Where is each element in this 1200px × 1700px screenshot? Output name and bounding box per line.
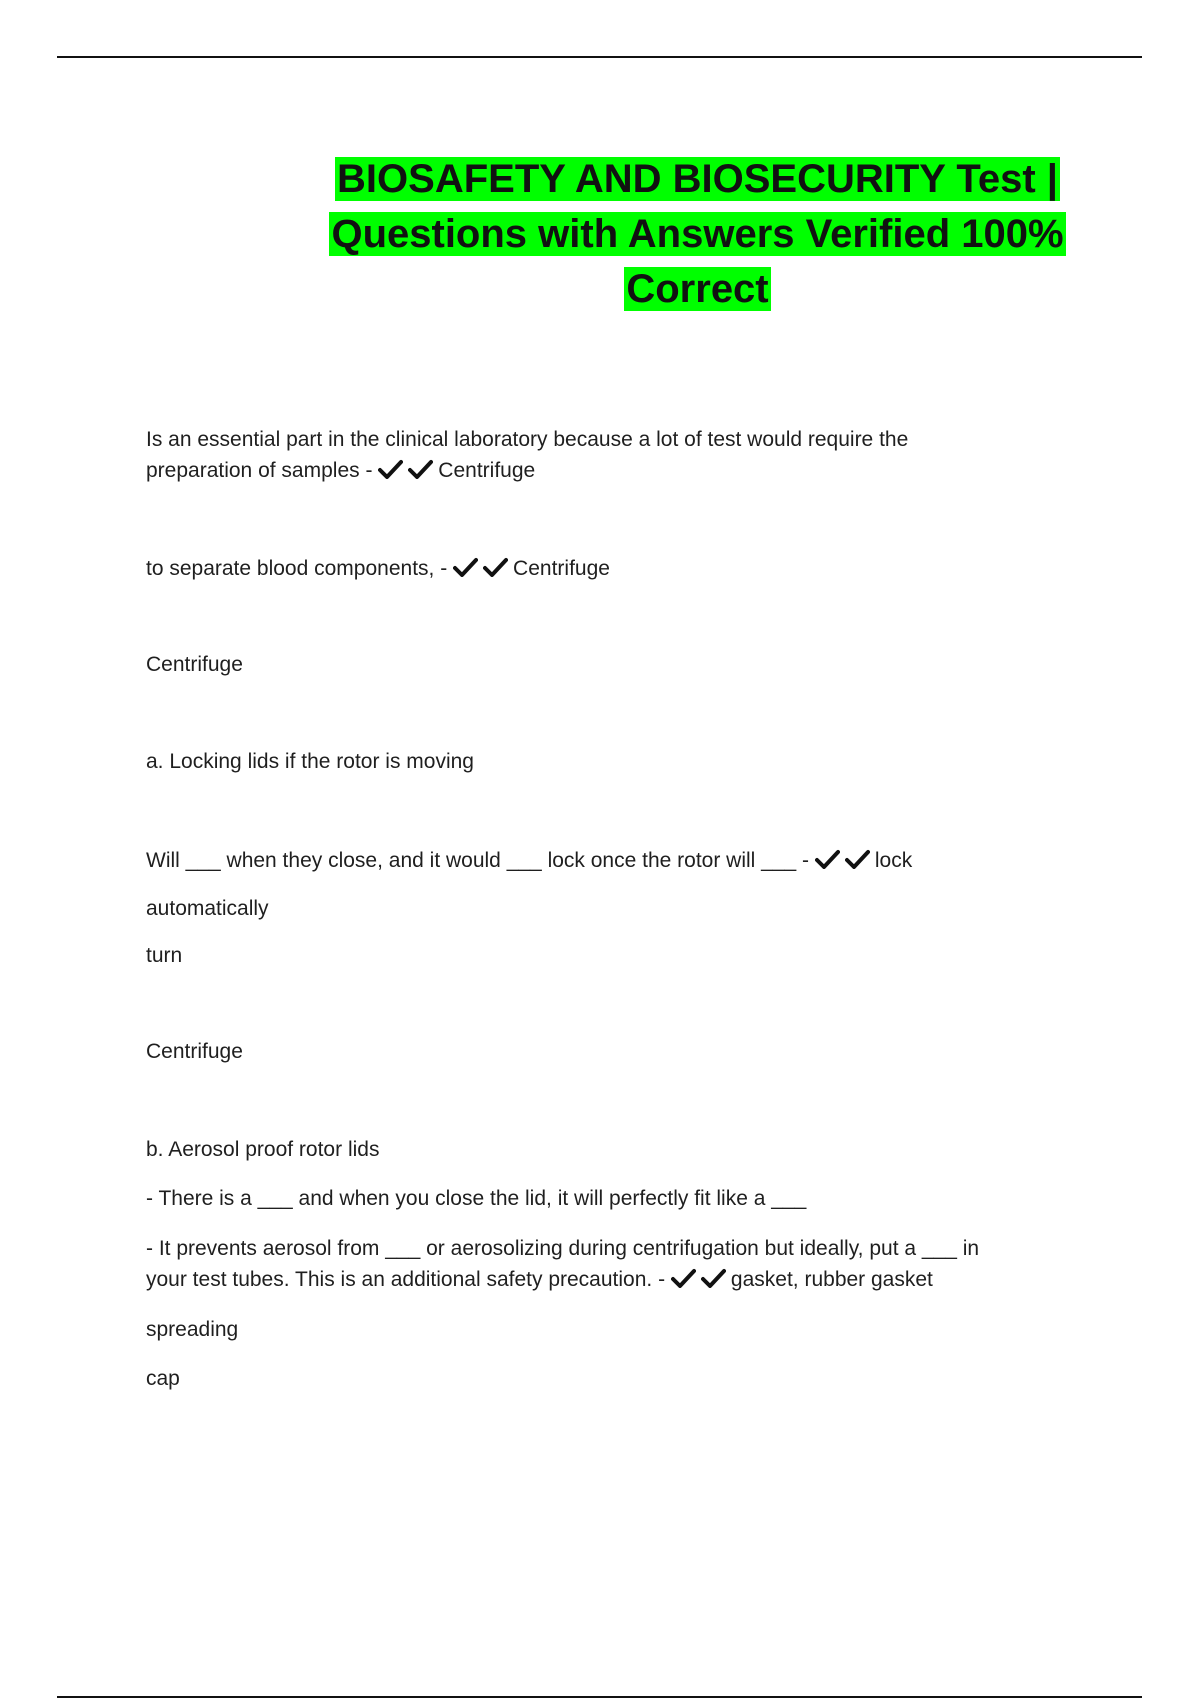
answer-4-line-3: cap: [146, 1367, 180, 1390]
title-line-1: BIOSAFETY AND BIOSECURITY Test |: [337, 157, 1058, 201]
top-rule: [57, 56, 1142, 58]
check-icon: [671, 1268, 696, 1288]
section-heading-a: a. Locking lids if the rotor is moving: [146, 750, 474, 773]
document-title: [300, 152, 1095, 317]
title-line-3: Correct: [626, 267, 769, 311]
question-2-text: to separate blood components, -: [146, 557, 448, 580]
section-heading-centrifuge: Centrifuge: [146, 653, 243, 676]
check-icon: [815, 849, 840, 869]
answer-4-line-2: spreading: [146, 1318, 239, 1341]
question-1: [146, 424, 1046, 486]
question-1-line-2: preparation of samples -: [146, 459, 373, 482]
check-icon: [845, 849, 870, 869]
section-heading-centrifuge-2: Centrifuge: [146, 1040, 243, 1063]
question-4: [146, 1233, 1046, 1295]
check-icon: [453, 557, 478, 577]
answer-3-line-2: automatically: [146, 897, 269, 920]
answer-2: Centrifuge: [513, 557, 610, 580]
question-3-text: Will ___ when they close, and it would ___ lock once the rotor will ___ -: [146, 849, 810, 872]
question-1-line-1: Is an essential part in the clinical laboratory because a lot of test would require the: [146, 428, 909, 451]
check-icon: [378, 459, 403, 479]
question-4-line-2: - It prevents aerosol from ___ or aerosolizing during centrifugation but ideally, put a ___ in: [146, 1237, 980, 1260]
answer-3: lock: [874, 849, 913, 872]
bottom-rule: [57, 1696, 1142, 1698]
answer-1: Centrifuge: [438, 459, 536, 482]
question-4-line-3: your test tubes. This is an additional safety precaution. -: [146, 1268, 666, 1291]
section-heading-b: b. Aerosol proof rotor lids: [146, 1138, 380, 1161]
check-icon: [483, 557, 508, 577]
answer-4: gasket, rubber gasket: [730, 1268, 933, 1291]
question-2: [146, 553, 1046, 584]
question-4-line-1: - There is a ___ and when you close the lid, it will perfectly fit like a ___: [146, 1187, 807, 1210]
check-icon: [701, 1268, 726, 1288]
question-3: [146, 845, 1046, 876]
check-icon: [408, 459, 433, 479]
title-line-2: Questions with Answers Verified 100%: [331, 212, 1064, 256]
answer-3-line-3: turn: [146, 944, 183, 967]
